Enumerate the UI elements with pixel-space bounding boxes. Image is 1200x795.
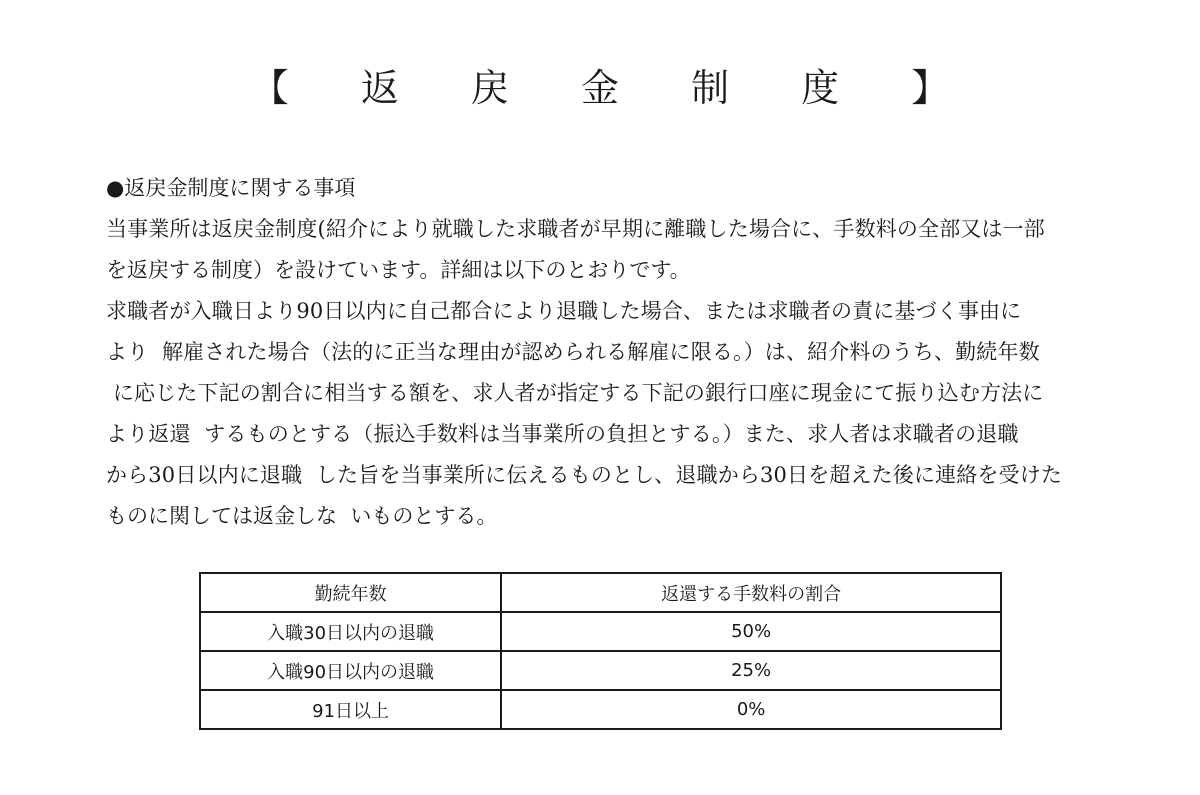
paragraph-line: から30日以内に退職 した旨を当事業所に伝えるものとし、退職から30日を超えた後に連絡を受けた <box>106 463 1062 487</box>
cell-rate: 50% <box>501 612 1001 651</box>
paragraph-line: より 解雇された場合（法的に正当な理由が認められる解雇に限る。）は、紹介料のうち、勤続年数 <box>106 340 1040 364</box>
paragraph-line: 当事業所は返戻金制度(紹介により就職した求職者が早期に離職した場合に、手数料の全部又は一部 <box>106 217 1045 241</box>
document-title: 【 返 戻 金 制 度 】 <box>250 66 980 110</box>
paragraph-line: を返戻する制度）を設けています。詳細は以下のとおりです。 <box>106 258 691 282</box>
refund-policy-text <box>106 168 1106 537</box>
cell-rate: 0% <box>501 690 1001 729</box>
cell-period: 91日以上 <box>200 690 501 729</box>
refund-rate-table <box>199 572 1002 730</box>
paragraph-line: ものに関しては返金しな いものとする。 <box>106 504 498 528</box>
paragraph-line: に応じた下記の割合に相当する額を、求人者が指定する下記の銀行口座に現金にて振り込む方法に <box>106 381 1044 405</box>
section-heading: ●返戻金制度に関する事項 <box>106 176 356 200</box>
paragraph-line: より返還 するものとする（振込手数料は当事業所の負担とする。）また、求人者は求職者の退職 <box>106 422 1019 446</box>
cell-rate: 25% <box>501 651 1001 690</box>
cell-period: 入職90日以内の退職 <box>200 651 501 690</box>
cell-period: 入職30日以内の退職 <box>200 612 501 651</box>
table-header-row <box>200 573 1001 612</box>
table-row <box>200 612 1001 651</box>
header-years-of-service: 勤続年数 <box>200 573 501 612</box>
table-row <box>200 690 1001 729</box>
header-refund-rate: 返還する手数料の割合 <box>501 573 1001 612</box>
paragraph-line: 求職者が入職日より90日以内に自己都合により退職した場合、または求職者の責に基づく事由に <box>106 299 1022 323</box>
table-row <box>200 651 1001 690</box>
